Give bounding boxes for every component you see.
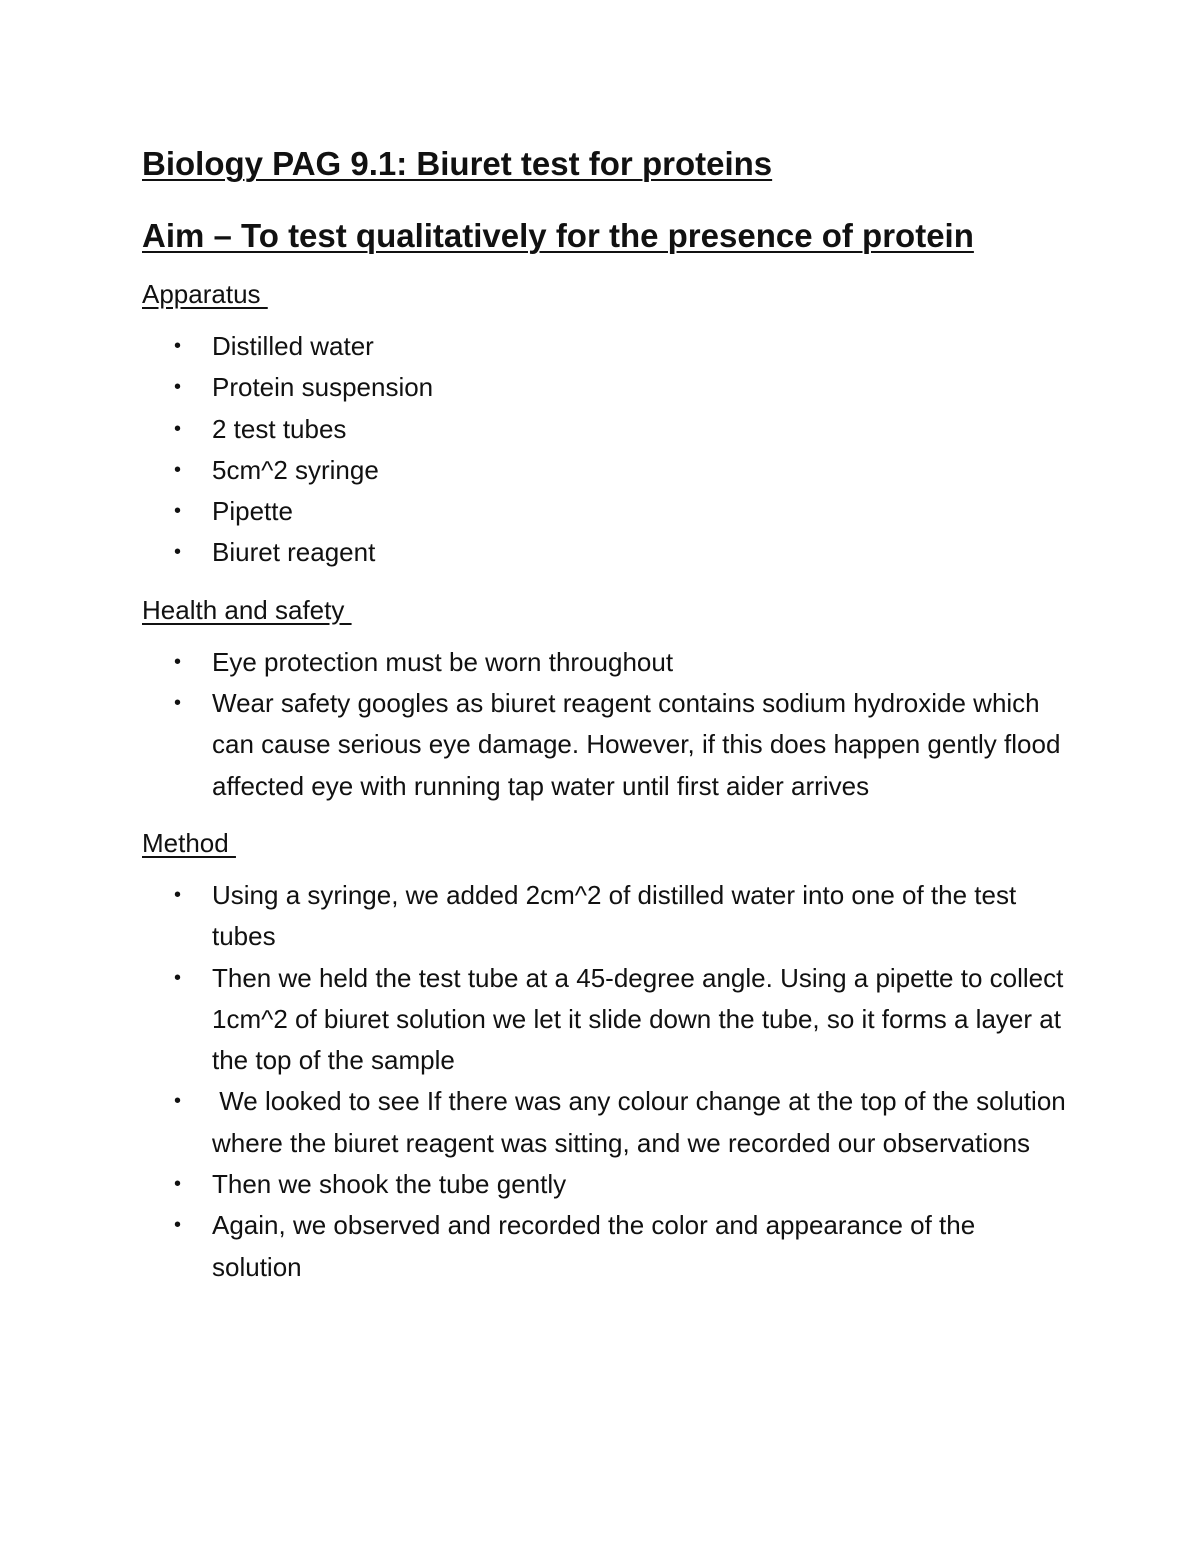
list-item [142, 642, 1072, 683]
health-safety-heading: Health and safety [142, 594, 352, 625]
aim-heading: Aim – To test qualitatively for the presence of protein [142, 217, 974, 254]
list-item [142, 326, 1072, 367]
bullet-icon: • [174, 417, 182, 440]
list-item [142, 1205, 1072, 1288]
bullet-icon: • [174, 1173, 182, 1196]
list-item [142, 367, 1072, 408]
list-item-text: Distilled water [212, 331, 374, 361]
list-item [142, 683, 1072, 807]
bullet-icon: • [174, 650, 182, 673]
bullet-icon: • [174, 1090, 182, 1113]
bullet-icon: • [174, 692, 182, 715]
list-item-text: Pipette [212, 496, 293, 527]
list-item-text: 5cm^2 syringe [212, 454, 379, 485]
list-item-text: We looked to see If there was any colour change at the top of the solution where the biuret reagent was sitting, and we recorded our observations [212, 1086, 1073, 1158]
list-item [142, 532, 1072, 573]
list-item [142, 958, 1072, 1082]
document-page [142, 142, 1072, 1288]
list-item [142, 491, 1072, 532]
bullet-icon: • [174, 883, 182, 906]
bullet-icon: • [174, 458, 182, 481]
list-item-text: Then we held the test tube at a 45-degree angle. Using a pipette to collect 1cm^2 of biuret solution we let it slide down the tube, so it forms a layer at the top of the sample [212, 962, 1071, 1076]
health-safety-list [142, 642, 1072, 807]
bullet-icon: • [174, 335, 182, 357]
method-list [142, 875, 1072, 1288]
document-title: Biology PAG 9.1: Biuret test for proteins [142, 145, 773, 182]
list-item-text: Using a syringe, we added 2cm^2 of distilled water into one of the test tubes [212, 879, 1024, 952]
list-item [142, 875, 1072, 958]
list-item-text: Eye protection must be worn throughout [212, 646, 674, 677]
list-item [142, 1164, 1072, 1205]
list-item [142, 409, 1072, 450]
bullet-icon: • [174, 376, 182, 399]
list-item-text: Protein suspension [212, 372, 434, 403]
list-item-text: Wear safety googles as biuret reagent contains sodium hydroxide which can cause serious eye damage. However, if this does happen gently flood affected eye with running tap water until first aider arrives [212, 688, 1068, 801]
method-heading: Method [142, 827, 236, 858]
list-item-text: 2 test tubes [212, 413, 347, 444]
list-item-text: Again, we observed and recorded the color and appearance of the solution [212, 1210, 983, 1282]
list-item [142, 450, 1072, 491]
bullet-icon: • [174, 541, 182, 564]
list-item [142, 1081, 1072, 1164]
bullet-icon: • [174, 500, 182, 523]
bullet-icon: • [174, 966, 182, 989]
bullet-icon: • [174, 1214, 182, 1237]
list-item-text: Biuret reagent [212, 537, 376, 568]
apparatus-list [142, 326, 1072, 574]
list-item-text: Then we shook the tube gently [212, 1169, 567, 1200]
apparatus-heading: Apparatus [142, 279, 268, 309]
